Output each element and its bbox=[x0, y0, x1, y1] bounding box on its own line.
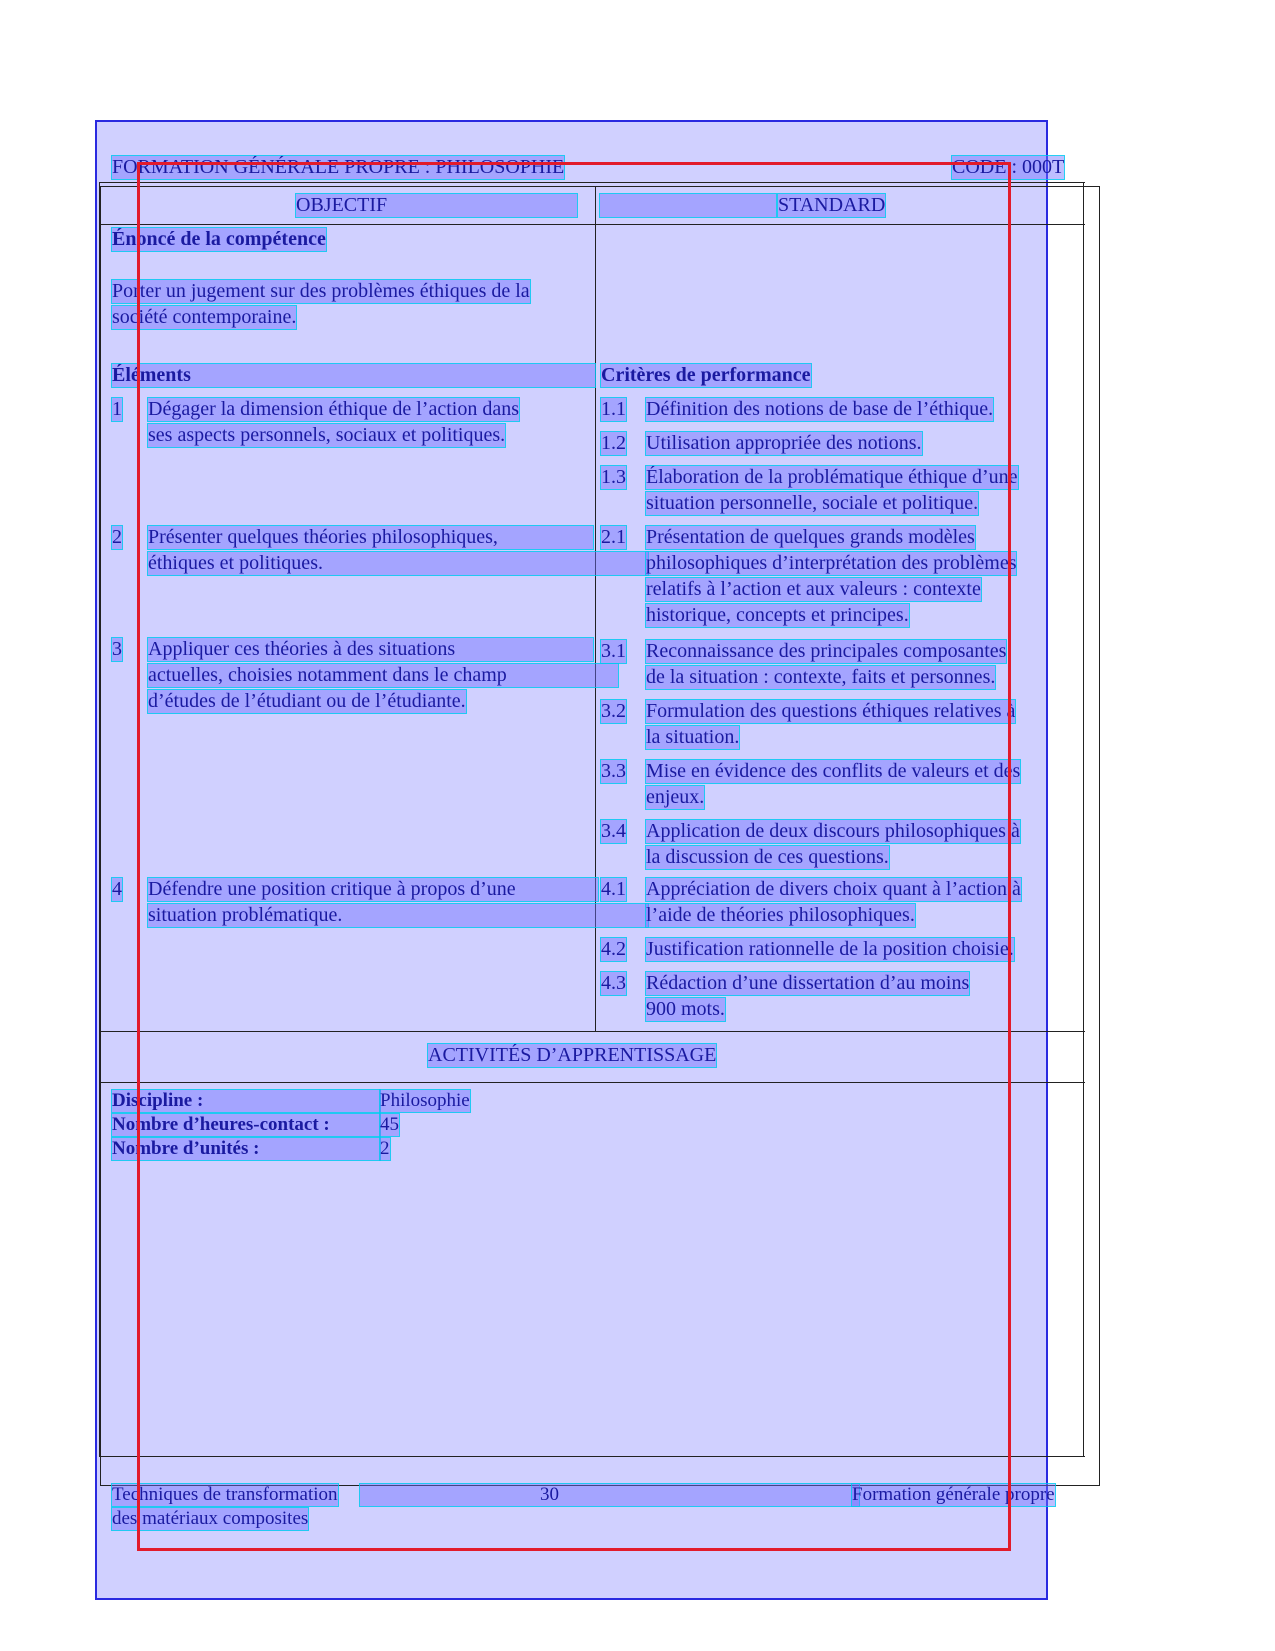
critere-text: Élaboration de la problématique éthique d’une bbox=[646, 466, 1018, 488]
critere-text: Utilisation appropriée des notions. bbox=[646, 432, 922, 454]
critere-text: 900 mots. bbox=[646, 998, 725, 1020]
footer-page-number: 30 bbox=[360, 1484, 859, 1506]
element-number: 4 bbox=[112, 878, 122, 900]
table-right-border bbox=[1083, 182, 1084, 1457]
critere-number: 4.2 bbox=[601, 938, 626, 960]
units-label: Nombre d’unités : bbox=[112, 1138, 380, 1160]
critere-text: Application de deux discours philosophiques à bbox=[646, 820, 1020, 842]
critere-number: 4.1 bbox=[601, 878, 626, 900]
element-text: situation problématique. bbox=[148, 904, 648, 927]
header-title: FORMATION GÉNÉRALE PROPRE : PHILOSOPHIE bbox=[112, 156, 565, 178]
critere-text: Reconnaissance des principales composantes bbox=[646, 640, 1007, 662]
critere-text: enjeux. bbox=[646, 786, 705, 808]
critere-number: 1.1 bbox=[601, 398, 626, 420]
critere-text: relatifs à l’action et aux valeurs : contexte bbox=[646, 578, 981, 600]
element-text: Dégager la dimension éthique de l’action dans bbox=[148, 398, 519, 420]
critere-number: 1.2 bbox=[601, 432, 626, 454]
critere-text: Formulation des questions éthiques relatives à bbox=[646, 700, 1016, 722]
column-header-objectif: OBJECTIF bbox=[296, 194, 577, 217]
critere-number: 2.1 bbox=[601, 526, 626, 548]
discipline-label: Discipline : bbox=[112, 1090, 380, 1112]
footer-right-title: Formation générale propre bbox=[852, 1484, 1055, 1505]
footer-program-line-1: Techniques de transformation bbox=[112, 1484, 338, 1505]
critere-text: historique, concepts et principes. bbox=[646, 604, 909, 626]
column-header-standard: STANDARD bbox=[778, 194, 886, 216]
critere-text: Justification rationnelle de la position choisie. bbox=[646, 938, 1014, 960]
hours-label: Nombre d’heures-contact : bbox=[112, 1114, 380, 1136]
critere-text: de la situation : contexte, faits et personnes. bbox=[646, 666, 996, 688]
critere-text: Rédaction d’une dissertation d’au moins bbox=[646, 972, 970, 994]
element-text: actuelles, choisies notamment dans le champ bbox=[148, 664, 618, 687]
element-text: éthiques et politiques. bbox=[148, 552, 648, 575]
critere-number: 3.4 bbox=[601, 820, 626, 842]
activities-title: ACTIVITÉS D’APPRENTISSAGE bbox=[428, 1044, 717, 1066]
header-code: CODE : 000T bbox=[952, 156, 1065, 178]
critere-text: situation personnelle, sociale et politique. bbox=[646, 492, 979, 514]
hours-value: 45 bbox=[380, 1114, 399, 1135]
highlight-frame bbox=[137, 162, 1011, 1551]
enonce-line-2: société contemporaine. bbox=[112, 306, 297, 328]
element-text: ses aspects personnels, sociaux et politiques. bbox=[148, 424, 506, 446]
critere-number: 3.2 bbox=[601, 700, 626, 722]
critere-text: Mise en évidence des conflits de valeurs et des bbox=[646, 760, 1021, 782]
units-value: 2 bbox=[380, 1138, 390, 1159]
footer-program-line-2: des matériaux composites bbox=[112, 1508, 309, 1529]
element-number: 1 bbox=[112, 398, 122, 420]
table-left-border bbox=[99, 182, 100, 1457]
element-text: Présenter quelques théories philosophiques, bbox=[148, 526, 593, 549]
enonce-title: Énoncé de la compétence bbox=[112, 228, 326, 250]
critere-text: la situation. bbox=[646, 726, 740, 748]
criteres-title: Critères de performance bbox=[601, 364, 811, 386]
critere-text: la discussion de ces questions. bbox=[646, 846, 889, 868]
element-number: 3 bbox=[112, 638, 122, 660]
element-number: 2 bbox=[112, 526, 122, 548]
discipline-value: Philosophie bbox=[380, 1090, 470, 1111]
element-text: Défendre une position critique à propos d’une bbox=[148, 878, 598, 901]
critere-number: 1.3 bbox=[601, 466, 626, 488]
element-text: Appliquer ces théories à des situations bbox=[148, 638, 593, 661]
critere-text: Appréciation de divers choix quant à l’action à bbox=[646, 878, 1021, 900]
critere-text: philosophiques d’interprétation des problèmes bbox=[646, 552, 1017, 574]
critere-number: 3.3 bbox=[601, 760, 626, 782]
element-text: d’études de l’étudiant ou de l’étudiante. bbox=[148, 690, 466, 712]
critere-text: l’aide de théories philosophiques. bbox=[646, 904, 915, 926]
critere-text: Présentation de quelques grands modèles bbox=[646, 526, 975, 548]
elements-title: Éléments bbox=[112, 364, 595, 387]
critere-text: Définition des notions de base de l’éthique. bbox=[646, 398, 994, 420]
critere-number: 3.1 bbox=[601, 640, 626, 662]
critere-number: 4.3 bbox=[601, 972, 626, 994]
enonce-line-1: Porter un jugement sur des problèmes éthiques de la bbox=[112, 280, 530, 302]
